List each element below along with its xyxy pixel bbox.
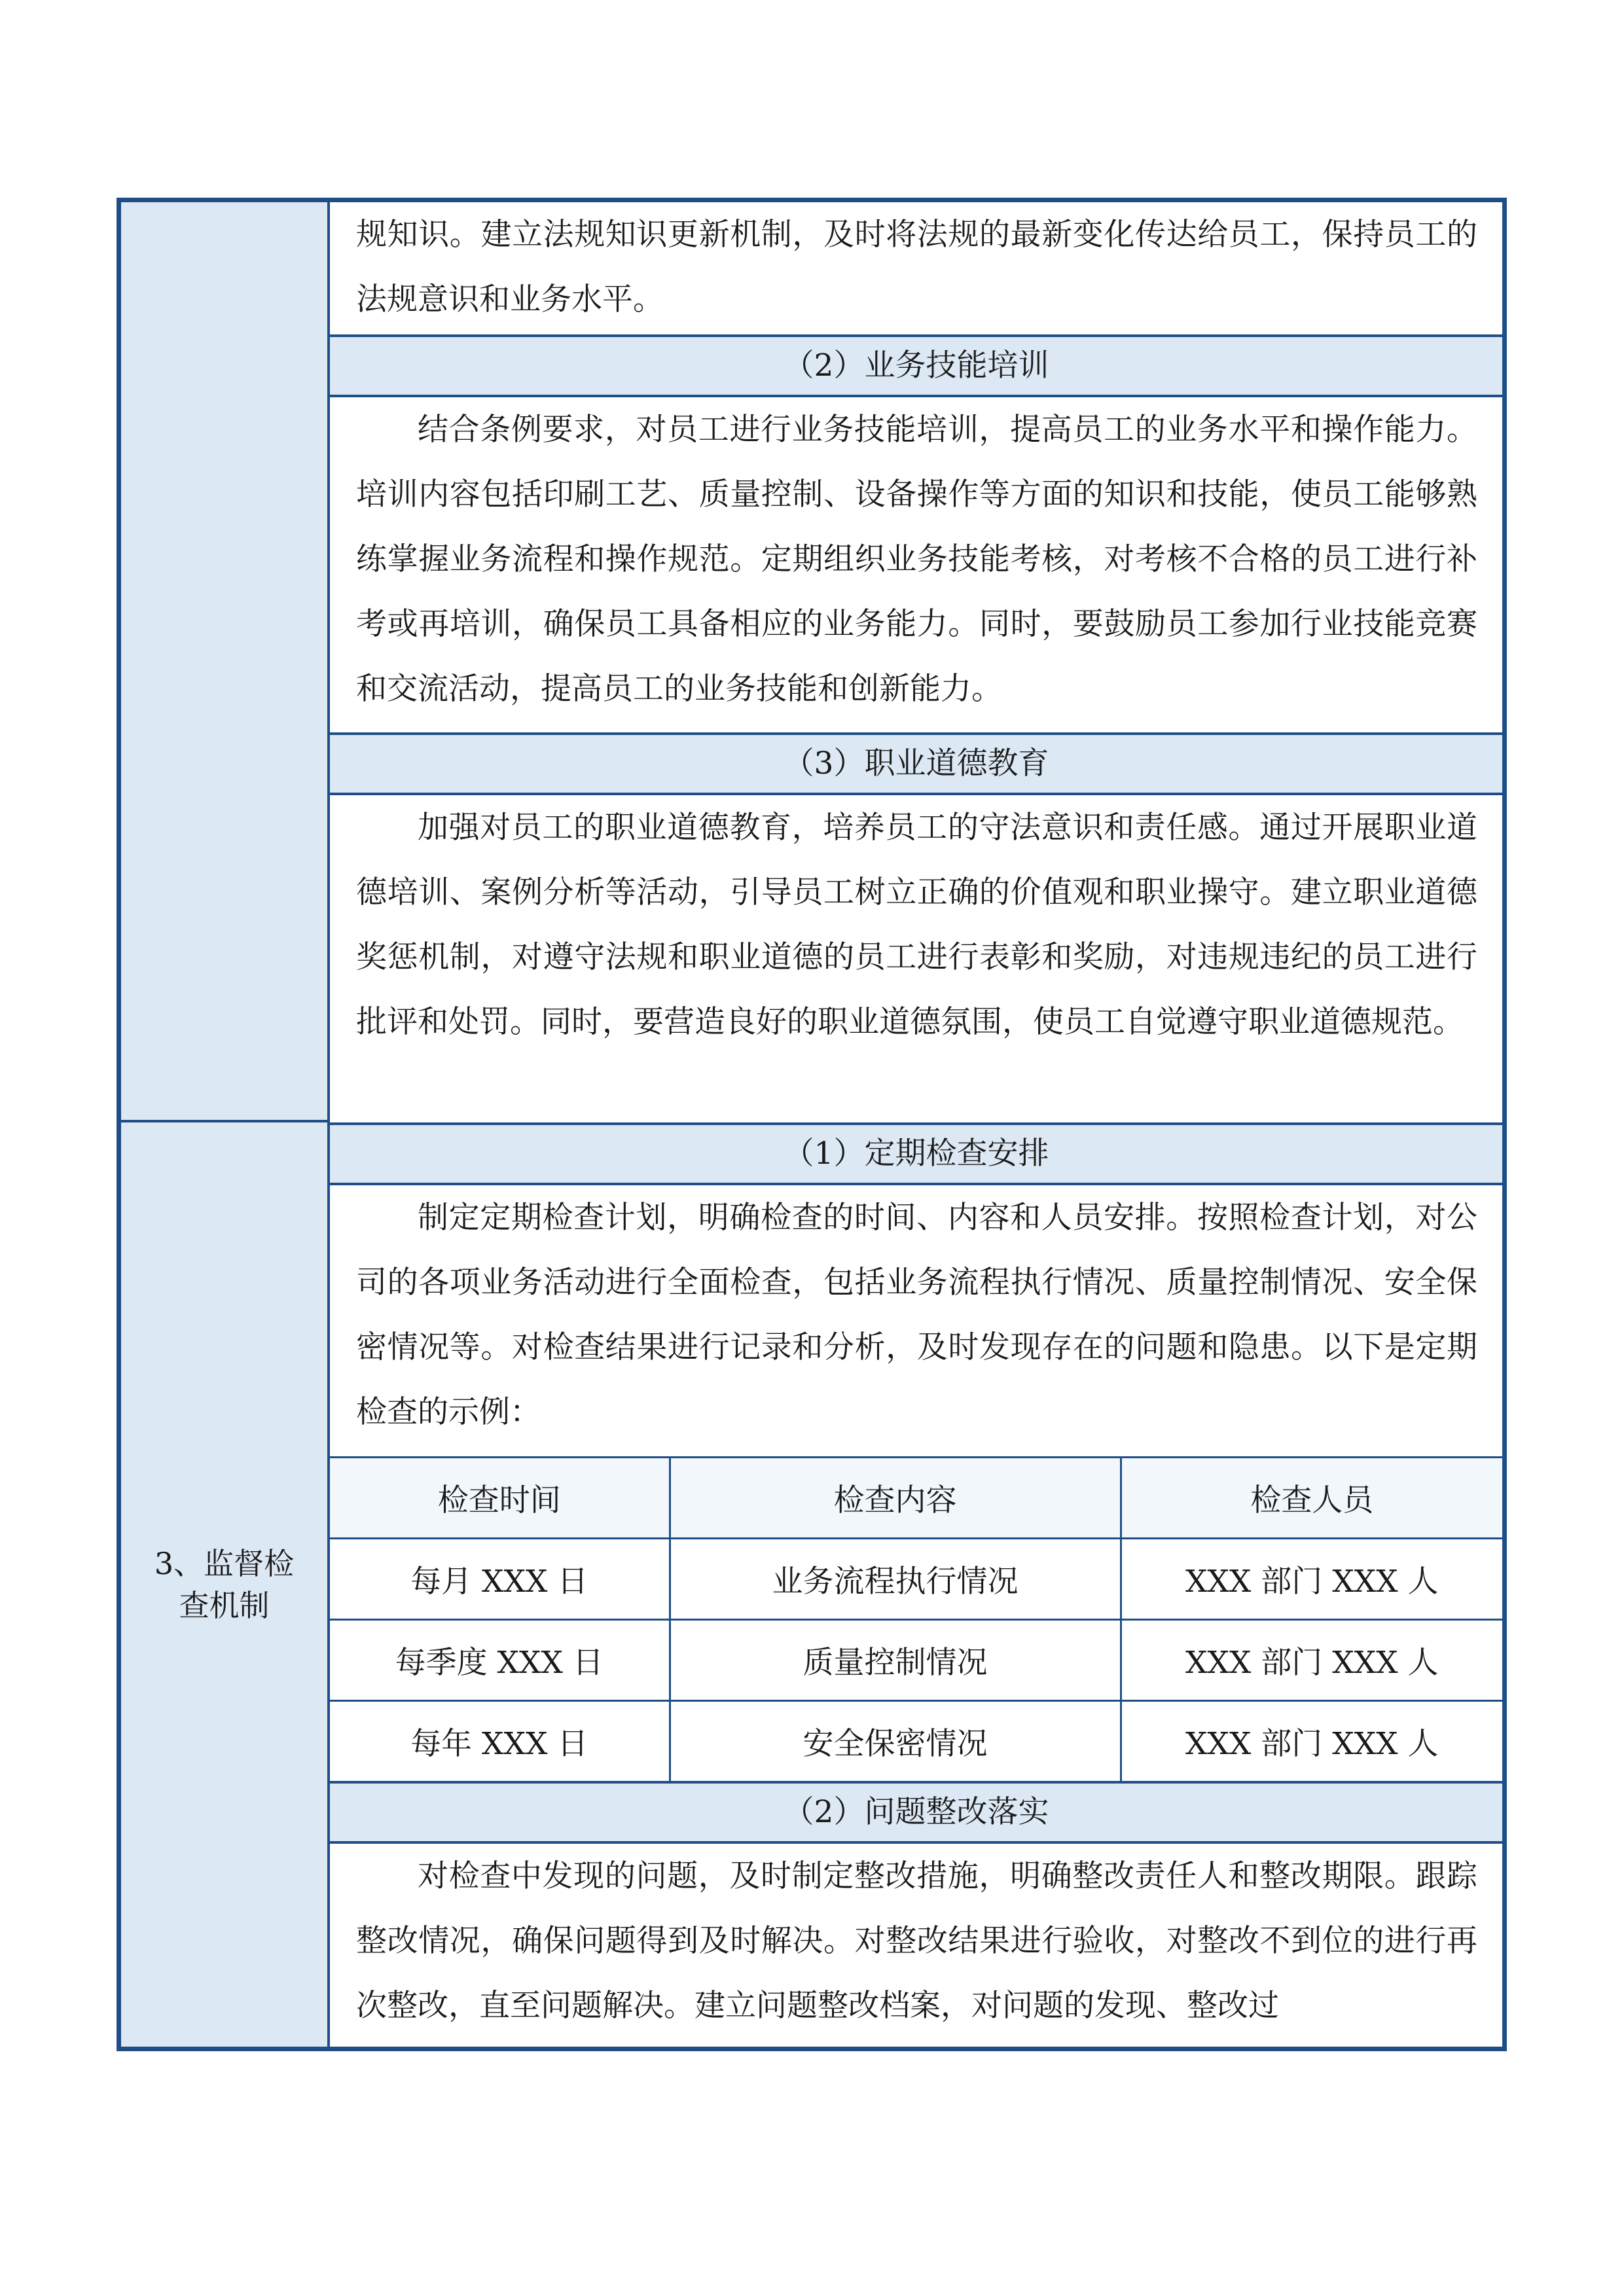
content-table	[117, 198, 1507, 2051]
column-header-content: 检查内容	[670, 1458, 1121, 1539]
table-cell: 每年 XXX 日	[330, 1701, 670, 1782]
skills-training-heading: （2）业务技能培训	[330, 334, 1502, 397]
table-row	[330, 1620, 1502, 1701]
inspection-schedule-table	[330, 1456, 1502, 1783]
table-cell: 质量控制情况	[670, 1620, 1121, 1701]
periodic-inspection-text: 制定定期检查计划，明确检查的时间、内容和人员安排。按照检查计划，对公司的各项业务活动进行全面检查，包括业务流程执行情况、质量控制情况、安全保密情况等。对检查结果进行记录和分析，及时发现存在的问题和隐患。以下是定期检查的示例：	[356, 1200, 1477, 1430]
ethics-education-text: 加强对员工的职业道德教育，培养员工的守法意识和责任感。通过开展职业道德培训、案例分析等活动，引导员工树立正确的价值观和职业操守。建立职业道德奖惩机制，对遵守法规和职业道德的员工进行表彰和奖励，对违规违纪的员工进行批评和处罚。同时，要营造良好的职业道德氛围，使员工自觉遵守职业道德规范。	[356, 810, 1477, 1040]
column-header-staff: 检查人员	[1121, 1458, 1502, 1539]
rectification-text: 对检查中发现的问题，及时制定整改措施，明确整改责任人和整改期限。跟踪整改情况，确保问题得到及时解决。对整改结果进行验收，对整改不到位的进行再次整改，直至问题解决。建立问题整改档案，对问题的发现、整改过	[356, 1858, 1477, 2024]
periodic-inspection-heading: （1）定期检查安排	[330, 1122, 1502, 1185]
training-continued-text: 规知识。建立法规知识更新机制，及时将法规的最新变化传达给员工，保持员工的法规意识和业务水平。	[356, 217, 1477, 317]
table-row	[330, 1701, 1502, 1782]
rectification-heading: （2）问题整改落实	[330, 1781, 1502, 1844]
ethics-education-heading: （3）职业道德教育	[330, 732, 1502, 795]
skills-training-text: 结合条例要求，对员工进行业务技能培训，提高员工的业务水平和操作能力。培训内容包括印刷工艺、质量控制、设备操作等方面的知识和技能，使员工能够熟练掌握业务流程和操作规范。定期组织业务技能考核，对考核不合格的员工进行补考或再培训，确保员工具备相应的业务能力。同时，要鼓励员工参加行业技能竞赛和交流活动，提高员工的业务技能和创新能力。	[356, 412, 1477, 707]
table-cell: 安全保密情况	[670, 1701, 1121, 1782]
column-header-time: 检查时间	[330, 1458, 670, 1539]
table-cell: 业务流程执行情况	[670, 1539, 1121, 1620]
table-cell: 每季度 XXX 日	[330, 1620, 670, 1701]
table-cell: 每月 XXX 日	[330, 1539, 670, 1620]
supervision-label-cell	[121, 1122, 330, 2047]
table-header-row	[330, 1458, 1502, 1539]
training-label-cell	[121, 202, 330, 1122]
table-cell: XXX 部门 XXX 人	[1121, 1539, 1502, 1620]
table-cell: XXX 部门 XXX 人	[1121, 1620, 1502, 1701]
table-cell: XXX 部门 XXX 人	[1121, 1701, 1502, 1782]
supervision-label: 3、监督检查机制	[154, 1546, 295, 1623]
table-row	[330, 1539, 1502, 1620]
